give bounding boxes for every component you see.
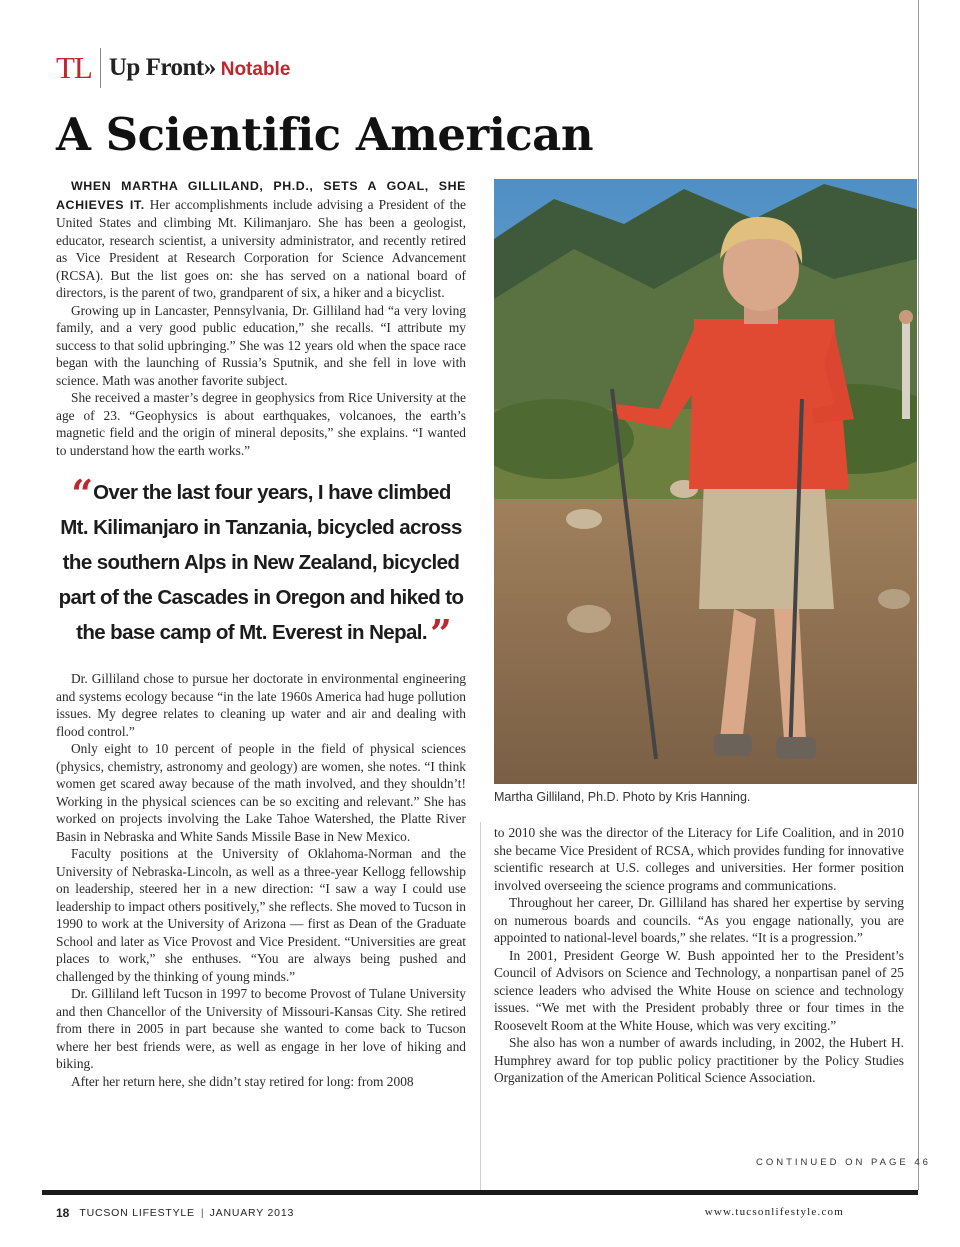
folio (56, 1206, 294, 1220)
footer-rule (42, 1190, 918, 1195)
continued-notice: CONTINUED ON PAGE 46 (756, 1157, 931, 1168)
subsection-name: Notable (220, 59, 291, 80)
body-paragraph: After her return here, she didn’t stay retired for long: from 2008 (71, 1073, 414, 1089)
section-name: Up Front» (108, 54, 216, 81)
magazine-logo: TL (56, 50, 92, 85)
body-paragraph: She also has won a number of awards including, in 2002, the Hubert H. Humphrey award for top public policy practitioner by the Policy Studies Organization of the American Political Science Association. (494, 1035, 904, 1085)
folio-separator: | (200, 1207, 204, 1219)
photo-caption: Martha Gilliland, Ph.D. Photo by Kris Hanning. (494, 790, 751, 804)
page-number: 18 (56, 1206, 70, 1220)
article-photo (494, 179, 917, 784)
body-paragraph: to 2010 she was the director of the Literacy for Life Coalition, and in 2010 she became Vice President of RCSA, which provides funding for innovative scientific research at U.S. colleges and universities. Her former position involved overseeing the science programs and communications. (494, 825, 904, 893)
body-paragraph: Dr. Gilliland chose to pursue her doctorate in environmental engineering and systems ecology because “in the late 1960s America had huge pollution issues. My degree relates to cleaning up water and air and dealing with flood control.” (56, 671, 466, 739)
body-paragraph: Throughout her career, Dr. Gilliland has shared her expertise by serving on numerous boards and councils. “As you engage nationally, you are appointed to national-level boards,” she relates. “It is a progression.” (494, 895, 904, 945)
pull-quote-text: Over the last four years, I have climbed Mt. Kilimanjaro in Tanzania, bicycled across the southern Alps in New Zealand, bicycled part of the Cascades in Oregon and hiked to the base camp of Mt. Everest in Nepal. (58, 481, 464, 644)
body-paragraph: Growing up in Lancaster, Pennsylvania, Dr. Gilliland had “a very loving family, and a very good public education,” she recalls. “I attribute my success to that solid upbringing.” She was 12 years old when the space race began with the launching of Russia’s Sputnik, and she fell in love with science. Math was another favorite subject. (56, 302, 466, 388)
hiker-photo-illustration (494, 179, 917, 784)
body-paragraph: Only eight to 10 percent of people in the field of physical sciences (physics, chemistry, astronomy and geology) are women, she notes. “I think women get scared away because of the math involved, and they shouldn’t! Working in the physical sciences can be so exciting and relevant.” She has worked on projects involving the Lake Tahoe Watershed, the Platte River Basin in Nebraska and White Sands Missile Base in New Mexico. (56, 741, 466, 844)
lead-text: Her accomplishments include advising a President of the United States and climbing Mt. Kilimanjaro. She has been a geologist, educator, research scientist, a university administrator, and recently retired as Vice President at Research Corporation for Science Advancement (RCSA). But the list goes on: she has served on a national board of directors, is the parent of two, grandparent of six, a hiker and a bicyclist. (56, 196, 467, 300)
right-column (494, 824, 904, 1087)
body-paragraph: In 2001, President George W. Bush appointed her to the President’s Council of Advisors on Science and Technology, a nonpartisan panel of 25 science leaders who advised the White House on science and technology issues. “We met with the President probably three or four times in the Roosevelt Room at the White House, which was very exciting.” (494, 947, 904, 1033)
header-divider (100, 48, 101, 88)
body-paragraph: Faculty positions at the University of Oklahoma-Norman and the University of Nebraska-Lincoln, as well as a three-year Kellogg fellowship on leadership, steered her in a new direction: “I saw a way I could use leadership to impact others positively,” she reflects. She moved to Tucson in 1990 to work at the University of Arizona — first as Dean of the Graduate School and later as Vice Provost and Vice President. “Universities are great places to work,” she enthuses. “You are always being pushed and challenged by the thinking of young minds.” (56, 846, 466, 984)
publication-name: TUCSON LIFESTYLE (79, 1207, 195, 1219)
lead-caps: WHEN MARTHA GILLILAND, PH.D., SETS A GOAL, SHE ACHIEVES IT. (56, 179, 466, 212)
open-quote-icon: “ (71, 471, 88, 516)
article-title: A Scientific American (56, 108, 594, 161)
lead-paragraph (56, 177, 466, 302)
left-column (56, 177, 466, 1090)
pull-quote (56, 471, 466, 656)
section-header (56, 44, 290, 92)
column-divider (480, 822, 481, 1190)
body-paragraph: Dr. Gilliland left Tucson in 1997 to become Provost of Tulane University and then Chancellor of the University of Missouri-Kansas City. She retired from there in 2005 in part because she wanted to come back to Tucson where her best friends were, as well as engage in her love of hiking and biking. (56, 986, 466, 1071)
website-link[interactable]: www.tucsonlifestyle.com (704, 1206, 844, 1218)
right-page-rule (918, 0, 919, 1190)
close-quote-icon: ” (430, 611, 446, 656)
body-paragraph: She received a master’s degree in geophysics from Rice University at the age of 23. “Geophysics is about earthquakes, volcanoes, the earth’s magnetic field and the origin of mineral deposits,” she explains. “I wanted to understand how the earth works.” (56, 390, 466, 458)
issue-date: JANUARY 2013 (209, 1207, 295, 1219)
